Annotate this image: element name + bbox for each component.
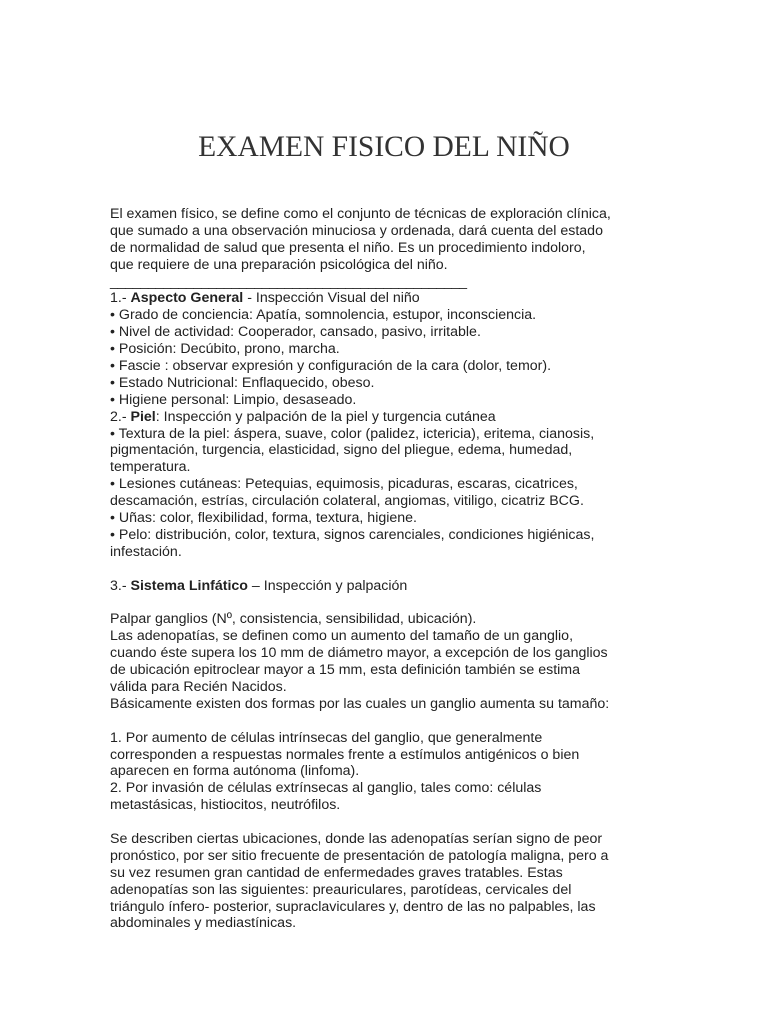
formas-line: aparecen en forma autónoma (linfoma). — [110, 763, 360, 780]
section1-item: • Nivel de actividad: Cooperador, cansado, pasivo, irritable. — [110, 324, 481, 341]
section2-item: pigmentación, turgencia, elasticidad, signo del pliegue, edema, humedad, — [110, 442, 573, 459]
ubicaciones-line: su vez resumen gran cantidad de enfermedades graves tratables. Estas — [110, 864, 563, 881]
ganglios-line: Básicamente existen dos formas por las cuales un ganglio aumenta su tamaño: — [110, 695, 610, 712]
section1-item: • Higiene personal: Limpio, desaseado. — [110, 391, 357, 408]
section2-item: • Pelo: distribución, color, textura, signos carenciales, condiciones higiénicas, — [110, 526, 595, 543]
ganglios-line: válida para Recién Nacidos. — [110, 678, 287, 695]
section3-heading-line — [110, 578, 670, 595]
formas-line: corresponden a respuestas normales frente a estímulos antigénicos o bien — [110, 746, 580, 763]
ganglios-line: Las adenopatías, se definen como un aumento del tamaño de un ganglio, — [110, 628, 574, 645]
ubicaciones-line: pronóstico, por ser sitio frecuente de presentación de patología maligna, pero a — [110, 847, 609, 864]
ganglios-line: Palpar ganglios (Nº, consistencia, sensibilidad, ubicación). — [110, 611, 477, 628]
ubicaciones-line: adenopatías son las siguientes: preauriculares, parotídeas, cervicales del — [110, 881, 572, 898]
section1-item: • Estado Nutricional: Enflaquecido, obeso. — [110, 374, 375, 391]
spacer — [110, 814, 670, 831]
section3-heading: Sistema Linfático — [130, 577, 248, 594]
section2-item: • Textura de la piel: áspera, suave, color (palidez, ictericia), eritema, cianosis, — [110, 425, 595, 442]
formas-line: 1. Por aumento de células intrínsecas del ganglio, que generalmente — [110, 729, 543, 746]
ubicaciones-line: triángulo ínfero- posterior, supraclaviculares y, dentro de las no palpables, las — [110, 898, 596, 915]
section1-heading-line — [110, 290, 670, 307]
section3-number: 3.- — [110, 577, 131, 594]
intro-line: de normalidad de salud que presenta el niño. Es un procedimiento indoloro, — [110, 239, 586, 256]
ganglios-line: de ubicación epitroclear mayor a 15 mm, esta definición también se estima — [110, 662, 580, 679]
ubicaciones-line: abdominales y mediastínicas. — [110, 915, 297, 932]
section1-item: • Fascie : observar expresión y configuración de la cara (dolor, temor). — [110, 358, 552, 375]
ganglios-line: cuando éste supera los 10 mm de diámetro mayor, a excepción de los ganglios — [110, 645, 608, 662]
section1-number: 1.- — [110, 290, 131, 307]
section1-item: • Grado de conciencia: Apatía, somnolencia, estupor, inconsciencia. — [110, 307, 537, 324]
section2-item: • Lesiones cutáneas: Petequias, equimosis, picaduras, escaras, cicatrices, — [110, 476, 578, 493]
section3-subtitle: – Inspección y palpación — [247, 577, 408, 594]
spacer — [110, 594, 670, 611]
intro-line: que requiere de una preparación psicológica del niño. — [110, 256, 448, 273]
section2-item: infestación. — [110, 543, 182, 560]
document-body — [110, 206, 670, 932]
intro-line: que sumado a una observación minuciosa y ordenada, dará cuenta del estado — [110, 222, 603, 239]
section1-subtitle: - Inspección Visual del niño — [243, 290, 420, 307]
section2-number: 2.- — [110, 408, 131, 425]
spacer — [110, 561, 670, 578]
intro-line: El examen físico, se define como el conjunto de técnicas de exploración clínica, — [110, 206, 611, 222]
section2-item: • Uñas: color, flexibilidad, forma, textura, higiene. — [110, 510, 417, 527]
section1-heading: Aspecto General — [130, 290, 244, 307]
section2-item: descamación, estrías, circulación colateral, angiomas, vitiligo, cicatriz BCG. — [110, 493, 584, 510]
formas-line: 2. Por invasión de células extrínsecas al ganglio, tales como: células — [110, 780, 542, 797]
section2-heading: Piel — [130, 408, 156, 425]
section2-subtitle: : Inspección y palpación de la piel y turgencia cutánea — [155, 408, 496, 425]
section2-item: temperatura. — [110, 459, 191, 476]
separator-line: _______________________________________________ — [110, 273, 467, 290]
formas-line: metastásicas, histiocitos, neutrófilos. — [110, 797, 341, 814]
ubicaciones-line: Se describen ciertas ubicaciones, donde las adenopatías serían signo de peor — [110, 830, 603, 847]
spacer — [110, 713, 670, 730]
document-title: EXAMEN FISICO DEL NIÑO — [198, 131, 570, 163]
section1-item: • Posición: Decúbito, prono, marcha. — [110, 341, 340, 358]
section2-heading-line — [110, 409, 670, 426]
